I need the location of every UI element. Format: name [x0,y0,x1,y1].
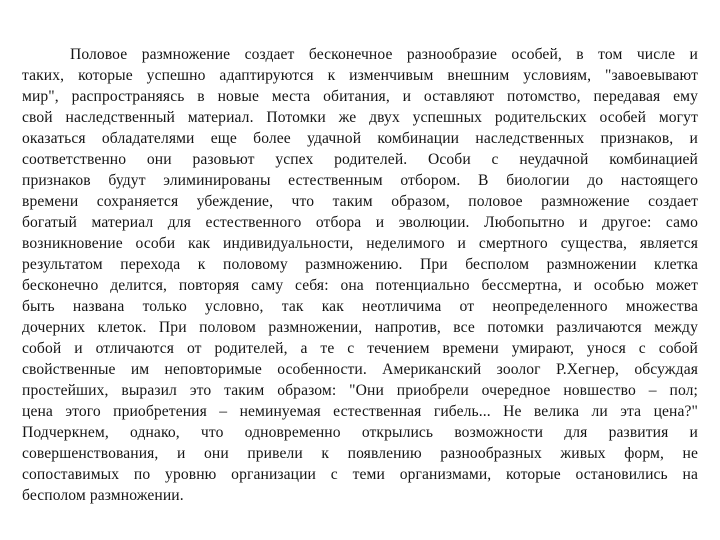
paragraph-line: мир", распространяясь в новые места обитания, и оставляют потомство, передавая ему [22,88,698,105]
paragraph-line: совершенствования, и они привели к появлению разнообразных живых форм, не [22,445,698,462]
paragraph-line: собой и отличаются от родителей, а те с течением времени умирают, унося с собой [22,340,698,357]
paragraph-line: оказаться обладателями еще более удачной комбинации наследственных признаков, и [22,130,698,147]
paragraph-line: Половое размножение создает бесконечное разнообразие особей, в том числе и [70,46,698,63]
paragraph-line: возникновение особи как индивидуальности, неделимого и смертного существа, является [22,235,698,252]
paragraph-line: богатый материал для естественного отбора и эволюции. Любопытно и другое: само [22,214,698,231]
paragraph-line: таких, которые успешно адаптируются к изменчивым внешним условиям, "завоевывают [22,67,698,84]
paragraph-line: сопоставимых по уровню организации с теми организмами, которые остановились на [22,466,698,483]
paragraph-line: дочерних клеток. При половом размножении, напротив, все потомки различаются между [22,319,698,336]
paragraph-line: свой наследственный материал. Потомки же двух успешных родительских особей могут [22,109,698,126]
paragraph-line: бесполом размножении. [22,487,184,504]
paragraph-line: свойственные им неповторимые особенности. Американский зоолог Р.Хегнер, обсуждая [22,361,698,378]
paragraph-line: признаков будут элиминированы естественным отбором. В биологии до настоящего [22,172,698,189]
body-paragraph [22,44,698,506]
paragraph-line: простейших, выразил это таким образом: "Они приобрели очередное новшество – пол; [22,382,698,399]
paragraph-line: бесконечно делится, повторяя саму себя: она потенциально бессмертна, и особью может [22,277,698,294]
paragraph-line: соответственно они разовьют успех родителей. Особи с неудачной комбинацией [22,151,698,168]
paragraph-line: времени сохраняется убеждение, что таким образом, половое размножение создает [22,193,698,210]
paragraph-line: результатом перехода к половому размножению. При бесполом размножении клетка [22,256,698,273]
paragraph-line: цена этого приобретения – неминуемая естественная гибель... Не велика ли эта цена?" [22,403,698,420]
paragraph-line: Подчеркнем, однако, что одновременно открылись возможности для развития и [22,424,698,441]
paragraph-line: быть названа только условно, так как неотличима от неопределенного множества [22,298,698,315]
